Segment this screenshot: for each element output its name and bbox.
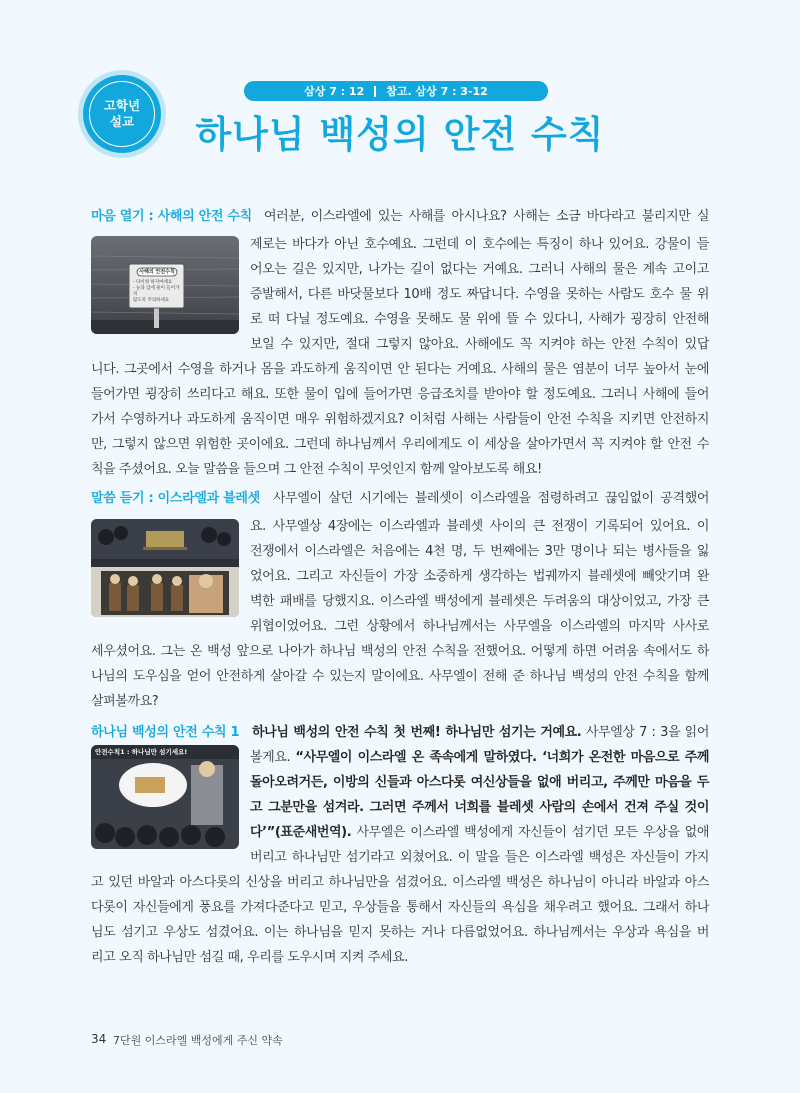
badge-line2: 설교 <box>109 114 135 129</box>
section2-line: 벽한 패배를 당했지요. 이스라엘 백성에게 블레셋은 두려움의 대상이었고, 가장 큰 <box>250 594 709 609</box>
section1-line: 보일 수 있지만, 절대 그렇지 않아요. 사해에도 꼭 지켜야 하는 안전 수칙이 있답 <box>250 337 709 352</box>
section2-line: 요. 사무엘상 4장에는 이스라엘과 블레셋 사이의 큰 전쟁이 기록되어 있어요. 이 <box>250 519 709 534</box>
section3-line: 리고 오직 하나님만 섬길 때, 우리를 도우시며 지켜 주세요. <box>91 950 408 965</box>
dead-sea-sign-image <box>91 236 239 334</box>
section3-line <box>252 725 709 741</box>
section1-heading: 마음 열기 : 사해의 안전 수칙 <box>91 209 252 224</box>
section2-line: 사무엘이 살던 시기에는 블레셋이 이스라엘을 점령하려고 끊임없이 공격했어 <box>273 491 709 506</box>
section1-line: 여러분, 이스라엘에 있는 사해를 아시나요? 사해는 소금 바다라고 불리지만 실 <box>264 209 709 224</box>
section2-line: 었어요. 그리고 자신들이 가장 소중하게 생각하는 법궤까지 블레셋에 빼앗기며 완 <box>250 569 709 584</box>
sign-rules <box>133 280 183 304</box>
verse-commentary: 사무엘은 이스라엘 백성에게 자신들이 섬기던 모든 우상을 없애 <box>351 825 709 840</box>
section1-line: 증발해서, 다른 바닷물보다 10배 정도 짜답니다. 수영을 못하는 사람도 호수 물 위 <box>250 287 709 302</box>
section3-line: 고 있던 바알과 아스다롯의 신상을 버리고 하나님만을 섬겼어요. 이스라엘 백성은 하나님이 아니라 바알과 아스 <box>91 875 709 890</box>
sign-rule: 않도록 주의하세요 <box>133 298 170 303</box>
section1-line: 들어가면 굉장히 쓰리다고 해요. 또한 물이 입에 들어가면 응급조치를 받아야 할 정도예요. 그러니 사해에 들어 <box>91 387 709 402</box>
section2-line: 위협이었어요. 그런 상황에서 하나님께서는 사무엘을 이스라엘의 마지막 사사로 <box>250 619 709 634</box>
main-reference: 삼상 7 : 12 <box>304 85 365 98</box>
sign-rule: - 다이빙 하지마세요 <box>133 280 173 285</box>
reference-separator <box>374 86 376 97</box>
verse-quote: 다’”(표준새번역). <box>250 825 352 840</box>
unit-title: 7단원 이스라엘 백성에게 주신 약속 <box>113 1034 283 1047</box>
section1-line: 제로는 바다가 아닌 호수예요. 그런데 이 호수에는 특징이 하나 있어요. 강물이 들 <box>250 237 709 252</box>
sign-title: 사해의 안전수칙 <box>139 269 175 275</box>
section3-line: 님도 섬기고 우상도 섬겼어요. 이는 하나님을 믿지 못하는 거나 다름없었어요. 하나님께서는 우상과 욕심을 버 <box>91 925 709 940</box>
section1-line: 칙을 주셨어요. 오늘 말씀을 들으며 그 안전 수칙이 무엇인지 함께 알아보도록 해요! <box>91 462 542 477</box>
see-reference: 참고. 삼상 7 : 3-12 <box>386 85 488 98</box>
section1-line: 로 떠 다닐 정도예요. 수영을 못해도 물 위에 뜰 수 있다니, 사해가 굉장히 안전해 <box>250 312 709 327</box>
badge-line1: 고학년 <box>103 98 141 113</box>
section2-line: 세우셨어요. 그는 온 백성 앞으로 나아가 하나님 백성의 안전 수칙을 전했어요. 어떻게 하면 어려움 속에서도 하 <box>91 644 709 659</box>
section3-heading: 하나님 백성의 안전 수칙 1 <box>91 725 240 740</box>
section3-line: 다롯이 자신들에게 풍요를 가져다준다고 믿고, 우상들을 통해서 자신들의 욕심을 채우려고 했어요. 그래서 하나 <box>91 900 709 915</box>
sign-rule: - 눈과 입에 물이 들어가지 <box>133 286 180 297</box>
rule1-statement: 하나님 백성의 안전 수칙 첫 번째! 하나님만 섬기는 거예요. <box>252 725 582 740</box>
verse-intro: 볼게요. <box>250 750 296 765</box>
section2-line: 전쟁에서 이스라엘은 처음에는 4천 명, 두 번째에는 3만 명이나 되는 병사들을 잃 <box>250 544 709 559</box>
section1-line: 가서 수영하거나 과도하게 움직이면 매우 위험하겠지요? 이처럼 사해는 사람들이 안전 수칙을 지키면 안전하지 <box>91 412 709 427</box>
section2-line: 살펴볼까요? <box>91 694 159 709</box>
section1-line: 만, 그렇지 않으면 위험한 곳이에요. 그런데 하나님께서 우리에게도 이 세상을 살아가면서 꼭 지켜야 할 안전 수 <box>91 437 709 452</box>
section3-line <box>250 800 709 816</box>
verse-quote: 돌아오려거든, 이방의 신들과 아스다롯 여신상들을 없애 버리고, 주께만 마음을 두 <box>250 775 709 790</box>
scripture-reference <box>244 81 548 101</box>
section2-line: 나님의 도우심을 얻어 안전하게 살아갈 수 있는지 말이에요. 사무엘이 전해 준 하나님 백성의 안전 수칙을 함께 <box>91 669 709 684</box>
section3-line <box>250 750 709 766</box>
section3-line: 버리고 하나님만 섬기라고 외쳤어요. 이 말을 들은 이스라엘 백성은 자신들이 가지 <box>250 850 709 865</box>
page-title: 하나님 백성의 안전 수칙 <box>195 113 605 156</box>
section1-line: 니다. 그곳에서 수영을 하거나 몸을 과도하게 움직이면 안 된다는 거예요. 사해의 물은 염분이 너무 높아서 눈에 <box>91 362 709 377</box>
page-number: 34 <box>91 1032 107 1046</box>
section2-heading: 말씀 듣기 : 이스라엘과 블레셋 <box>91 491 260 506</box>
ark-battle-image <box>91 519 239 617</box>
idol-rule-image <box>91 745 239 849</box>
section1-line: 어오는 길은 있지만, 나가는 길이 없다는 거예요. 그러니 사해의 물은 계속 고이고 <box>250 262 709 277</box>
verse-quote: 고 그분만을 섬겨라. 그러면 주께서 너희를 블레셋 사람의 손에서 건져 주실 것이 <box>250 800 709 815</box>
verse-quote: “사무엘이 이스라엘 온 족속에게 말하였다. ‘너희가 온전한 마음으로 주께 <box>295 750 709 765</box>
section3-line <box>250 775 709 791</box>
rule1-statement-rest: 사무엘상 7 : 3을 읽어 <box>581 725 709 740</box>
section3-line <box>250 825 709 841</box>
image-caption: 안전수칙1 : 하나님만 섬기세요! <box>95 748 188 756</box>
